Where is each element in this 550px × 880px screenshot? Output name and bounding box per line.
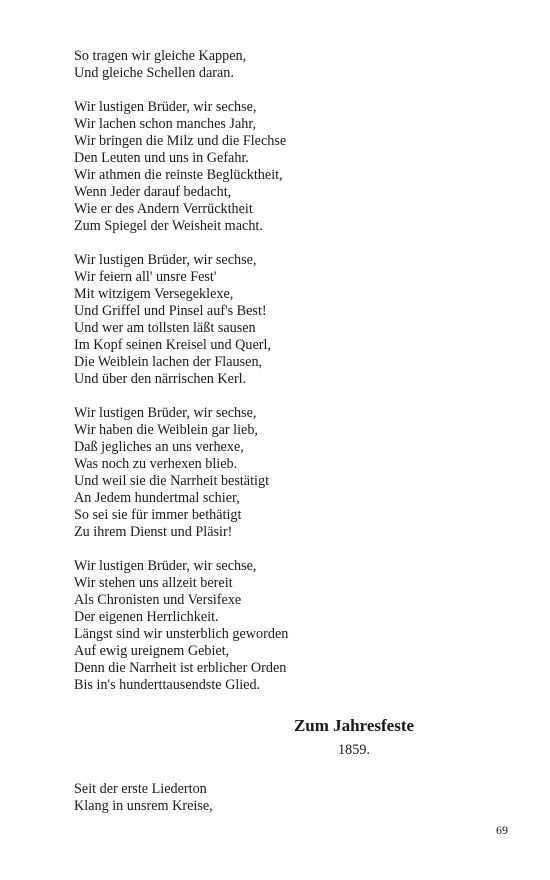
- verse-line: Wie er des Andern Verrücktheit: [74, 201, 253, 217]
- verse-line: Die Weiblein lachen der Flausen,: [74, 354, 263, 370]
- verse-line: Wir haben die Weiblein gar lieb,: [74, 422, 258, 438]
- verse-line: Wir stehen uns allzeit bereit: [74, 575, 233, 591]
- verse-line: Mit witzigem Versegeklexe,: [74, 286, 234, 302]
- verse-line: Der eigenen Herrlichkeit.: [74, 609, 219, 625]
- verse-line: Klang in unsrem Kreise,: [74, 798, 213, 814]
- verse-line: Den Leuten und uns in Gefahr.: [74, 150, 249, 166]
- verse-line: Und über den närrischen Kerl.: [74, 371, 247, 387]
- stanza-1: [74, 48, 514, 82]
- verse-line: Und Griffel und Pinsel auf's Best!: [74, 303, 267, 319]
- verse-line: Wir athmen die reinste Beglücktheit,: [74, 167, 283, 183]
- verse-line: Wenn Jeder darauf bedacht,: [74, 184, 232, 200]
- verse-line: Zu ihrem Dienst und Pläsir!: [74, 524, 233, 540]
- poem-body: [74, 48, 514, 832]
- verse-line: Was noch zu verhexen blieb.: [74, 456, 238, 472]
- verse-line: Längst sind wir unsterblich geworden: [74, 626, 289, 642]
- verse-line: Wir lustigen Brüder, wir sechse,: [74, 405, 257, 421]
- verse-line: Denn die Narrheit ist erblicher Orden: [74, 660, 287, 676]
- verse-line: Wir lustigen Brüder, wir sechse,: [74, 252, 257, 268]
- poem-title: Zum Jahresfeste: [293, 716, 415, 735]
- verse-line: Auf ewig ureignem Gebiet,: [74, 643, 230, 659]
- verse-line: Und gleiche Schellen daran.: [74, 65, 234, 81]
- stanza-3: [74, 252, 514, 388]
- stanza-2: [74, 99, 514, 235]
- verse-line: Seit der erste Liederton: [74, 781, 207, 797]
- verse-line: Daß jegliches an uns verhexe,: [74, 439, 244, 455]
- verse-line: So tragen wir gleiche Kappen,: [74, 48, 247, 64]
- verse-line: Wir feiern all' unsre Fest': [74, 269, 217, 285]
- verse-line: An Jedem hundertmal schier,: [74, 490, 240, 506]
- verse-line: Im Kopf seinen Kreisel und Querl,: [74, 337, 271, 353]
- verse-line: So sei sie für immer bethätigt: [74, 507, 242, 523]
- poem-year: 1859.: [338, 742, 370, 758]
- verse-line: Als Chronisten und Versifexe: [74, 592, 242, 608]
- stanza-5: [74, 558, 514, 694]
- verse-line: Zum Spiegel der Weisheit macht.: [74, 218, 263, 234]
- verse-line: Und wer am tollsten läßt sausen: [74, 320, 256, 336]
- stanza-4: [74, 405, 514, 541]
- verse-line: Wir bringen die Milz und die Flechse: [74, 133, 287, 149]
- new-poem-stanza: [74, 781, 514, 815]
- verse-line: Wir lustigen Brüder, wir sechse,: [74, 558, 257, 574]
- verse-line: Wir lachen schon manches Jahr,: [74, 116, 257, 132]
- verse-line: Wir lustigen Brüder, wir sechse,: [74, 99, 257, 115]
- page-number: 69: [496, 823, 508, 837]
- verse-line: Bis in's hunderttausendste Glied.: [74, 677, 261, 693]
- verse-line: Und weil sie die Narrheit bestätigt: [74, 473, 270, 489]
